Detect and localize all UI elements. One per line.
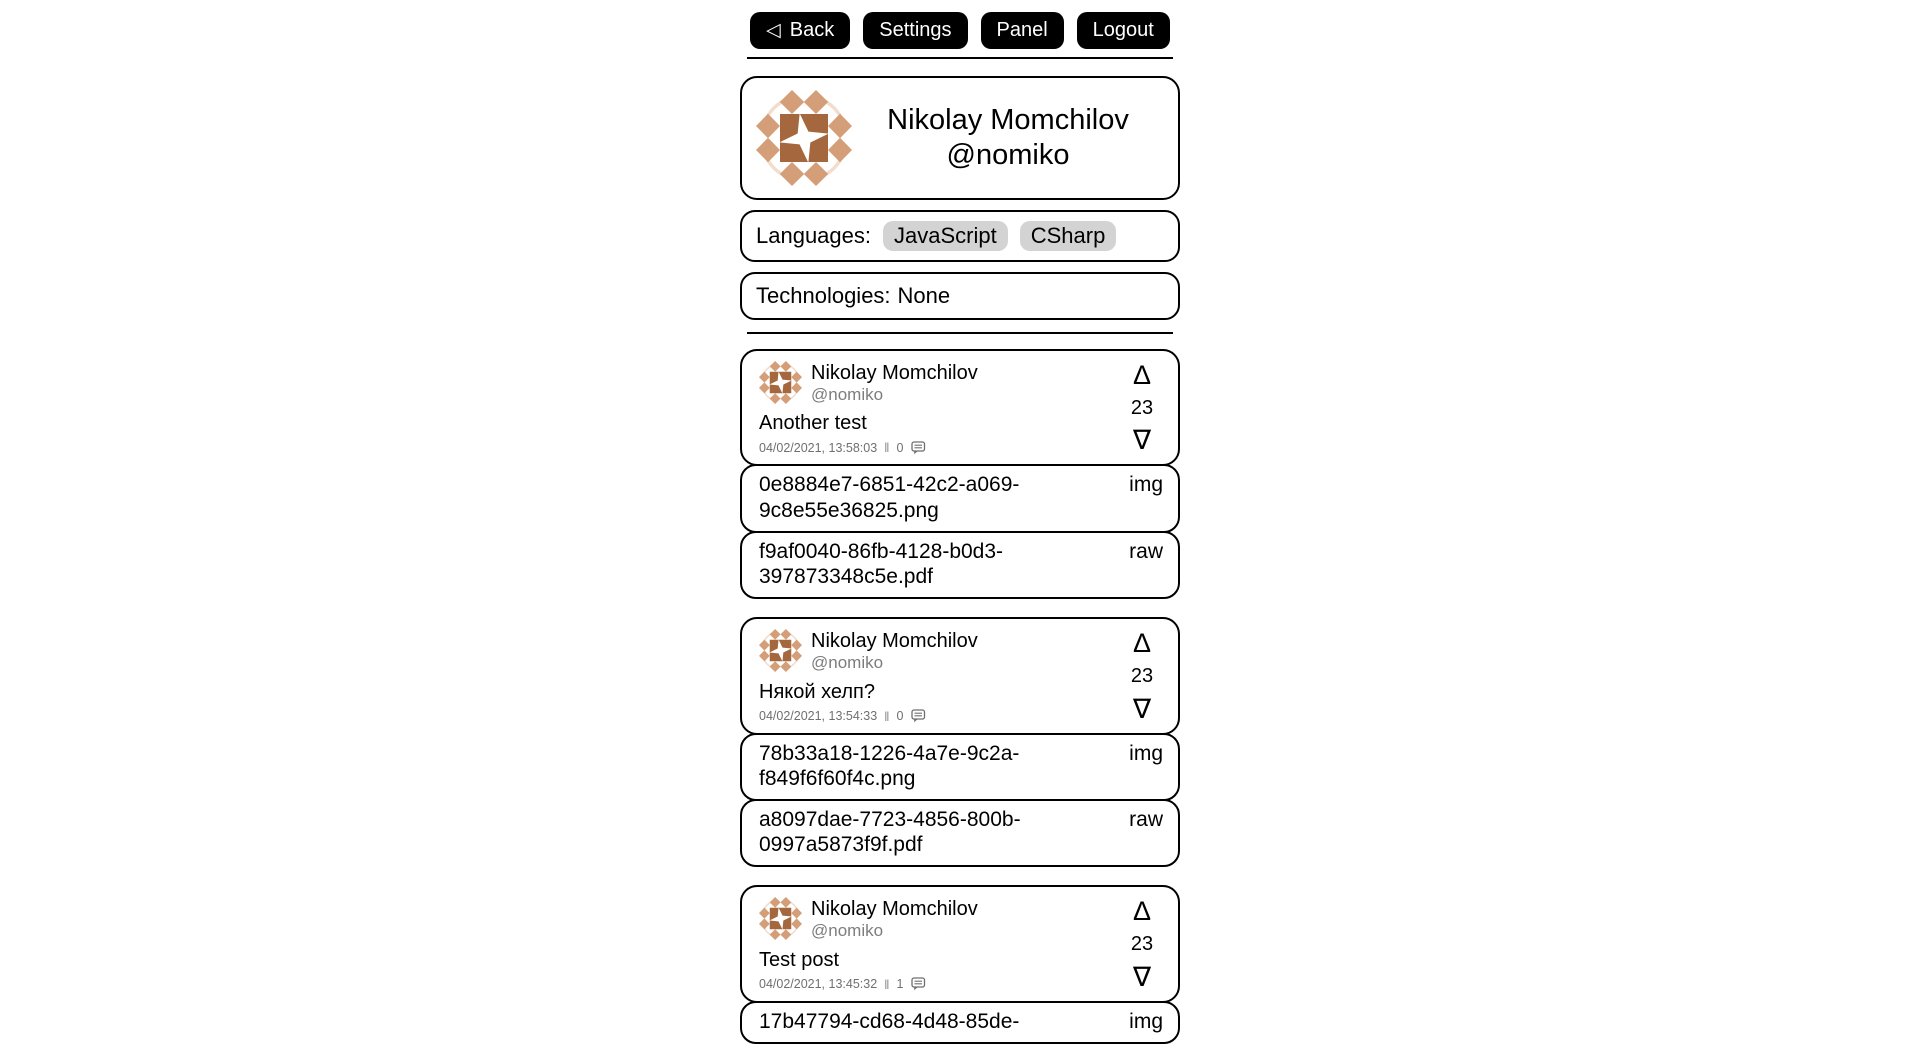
post-timestamp: 04/02/2021, 13:58:03 bbox=[759, 440, 878, 455]
attachment-row[interactable] bbox=[740, 1001, 1180, 1044]
attachment-row[interactable] bbox=[740, 531, 1180, 599]
post-card bbox=[740, 885, 1180, 1002]
vote-score: 23 bbox=[1130, 397, 1154, 420]
technologies-card bbox=[740, 272, 1180, 320]
top-nav bbox=[0, 0, 1920, 49]
attachment-filename: 0e8884e7-6851-42c2-a069-9c8e55e36825.png bbox=[759, 473, 1020, 522]
post-header bbox=[759, 629, 1121, 673]
downvote-button[interactable]: ∇ bbox=[1132, 961, 1152, 992]
attachment-filename: 78b33a18-1226-4a7e-9c2a-f849f6f60f4c.png bbox=[759, 741, 1020, 790]
attachment-row[interactable] bbox=[740, 799, 1180, 867]
post-author-handle: @nomiko bbox=[811, 921, 884, 941]
post-header bbox=[759, 361, 1121, 405]
attachment-type: img bbox=[1129, 473, 1163, 497]
post bbox=[740, 349, 1180, 599]
post-author-name: Nikolay Momchilov bbox=[811, 362, 978, 384]
post-author-block bbox=[811, 361, 978, 405]
comment-bubble-icon bbox=[911, 709, 926, 723]
vote-score: 23 bbox=[1130, 665, 1154, 688]
profile-name: Nikolay Momchilov bbox=[887, 104, 1129, 137]
post-title: Test post bbox=[759, 948, 840, 971]
downvote-button[interactable]: ∇ bbox=[1132, 425, 1152, 456]
comment-bubble-icon bbox=[911, 441, 926, 455]
post-main bbox=[759, 897, 1121, 991]
post-title: Някой хелп? bbox=[759, 680, 875, 703]
post-author-handle: @nomiko bbox=[811, 385, 884, 404]
language-tag-csharp: CSharp bbox=[1020, 221, 1117, 251]
vote-column bbox=[1121, 361, 1163, 455]
post-timestamp: 04/02/2021, 13:45:32 bbox=[759, 977, 878, 992]
language-tag-javascript: JavaScript bbox=[883, 221, 1008, 251]
post-meta bbox=[759, 709, 1121, 724]
languages-label: Languages: bbox=[756, 223, 871, 248]
post-author-handle: @nomiko bbox=[811, 653, 884, 673]
meta-separator: ‖ bbox=[884, 440, 890, 456]
post-main bbox=[759, 629, 1121, 723]
settings-button[interactable]: Settings bbox=[863, 12, 967, 49]
comment-bubble-icon bbox=[911, 977, 926, 991]
post bbox=[740, 885, 1180, 1044]
post-main bbox=[759, 361, 1121, 455]
post-author-avatar bbox=[759, 629, 802, 672]
upvote-button[interactable]: Δ bbox=[1132, 360, 1152, 390]
attachment-filename: a8097dae-7723-4856-800b-0997a5873f9f.pdf bbox=[759, 807, 1021, 857]
attachment-row[interactable] bbox=[740, 733, 1180, 801]
post-author-name: Nikolay Momchilov bbox=[811, 898, 978, 921]
profile-card bbox=[740, 76, 1180, 200]
attachment-type: img bbox=[1129, 1009, 1163, 1033]
comment-count: 0 bbox=[896, 440, 904, 455]
post-title: Another test bbox=[759, 412, 867, 435]
posts-divider bbox=[747, 332, 1173, 334]
meta-separator: ‖ bbox=[884, 708, 890, 724]
comment-count: 0 bbox=[896, 709, 904, 724]
post-card bbox=[740, 349, 1180, 466]
technologies-line bbox=[756, 283, 950, 309]
upvote-button[interactable]: Δ bbox=[1132, 896, 1152, 927]
attachment-row[interactable] bbox=[740, 464, 1180, 532]
post-author-block bbox=[811, 629, 978, 673]
technologies-label: Technologies: bbox=[756, 283, 891, 308]
attachment-type: img bbox=[1129, 741, 1163, 765]
post-author-block bbox=[811, 897, 978, 941]
attachment-type: raw bbox=[1129, 807, 1163, 831]
back-icon: ◁ bbox=[766, 20, 781, 41]
technologies-value: None bbox=[897, 283, 951, 308]
post bbox=[740, 617, 1180, 867]
post-author-name: Nikolay Momchilov bbox=[811, 630, 978, 653]
back-button[interactable] bbox=[750, 12, 850, 49]
post-timestamp: 04/02/2021, 13:54:33 bbox=[759, 709, 878, 724]
profile-avatar bbox=[756, 90, 852, 186]
downvote-button[interactable]: ∇ bbox=[1132, 693, 1152, 724]
vote-column bbox=[1121, 629, 1163, 723]
logout-button[interactable]: Logout bbox=[1077, 12, 1170, 49]
attachment-filename: f9af0040-86fb-4128-b0d3-397873348c5e.pdf bbox=[759, 539, 1004, 588]
post-meta bbox=[759, 977, 1121, 992]
attachment-filename: 17b47794-cd68-4d48-85de- bbox=[759, 1009, 1020, 1033]
comment-count: 1 bbox=[896, 977, 904, 992]
post-author-avatar bbox=[759, 897, 802, 940]
attachment-type: raw bbox=[1129, 539, 1163, 563]
post-author-avatar bbox=[759, 361, 802, 404]
languages-card bbox=[740, 210, 1180, 262]
meta-separator: ‖ bbox=[884, 976, 890, 992]
upvote-button[interactable]: Δ bbox=[1132, 628, 1152, 659]
top-divider bbox=[747, 57, 1173, 59]
profile-handle: @nomiko bbox=[946, 139, 1070, 171]
content-column bbox=[740, 57, 1180, 1044]
profile-names bbox=[852, 103, 1164, 173]
vote-column bbox=[1121, 897, 1163, 991]
post-card bbox=[740, 617, 1180, 734]
post-header bbox=[759, 897, 1121, 941]
panel-button[interactable]: Panel bbox=[981, 12, 1064, 49]
vote-score: 23 bbox=[1130, 933, 1154, 956]
back-button-label: Back bbox=[789, 19, 835, 41]
post-meta bbox=[759, 440, 1121, 455]
